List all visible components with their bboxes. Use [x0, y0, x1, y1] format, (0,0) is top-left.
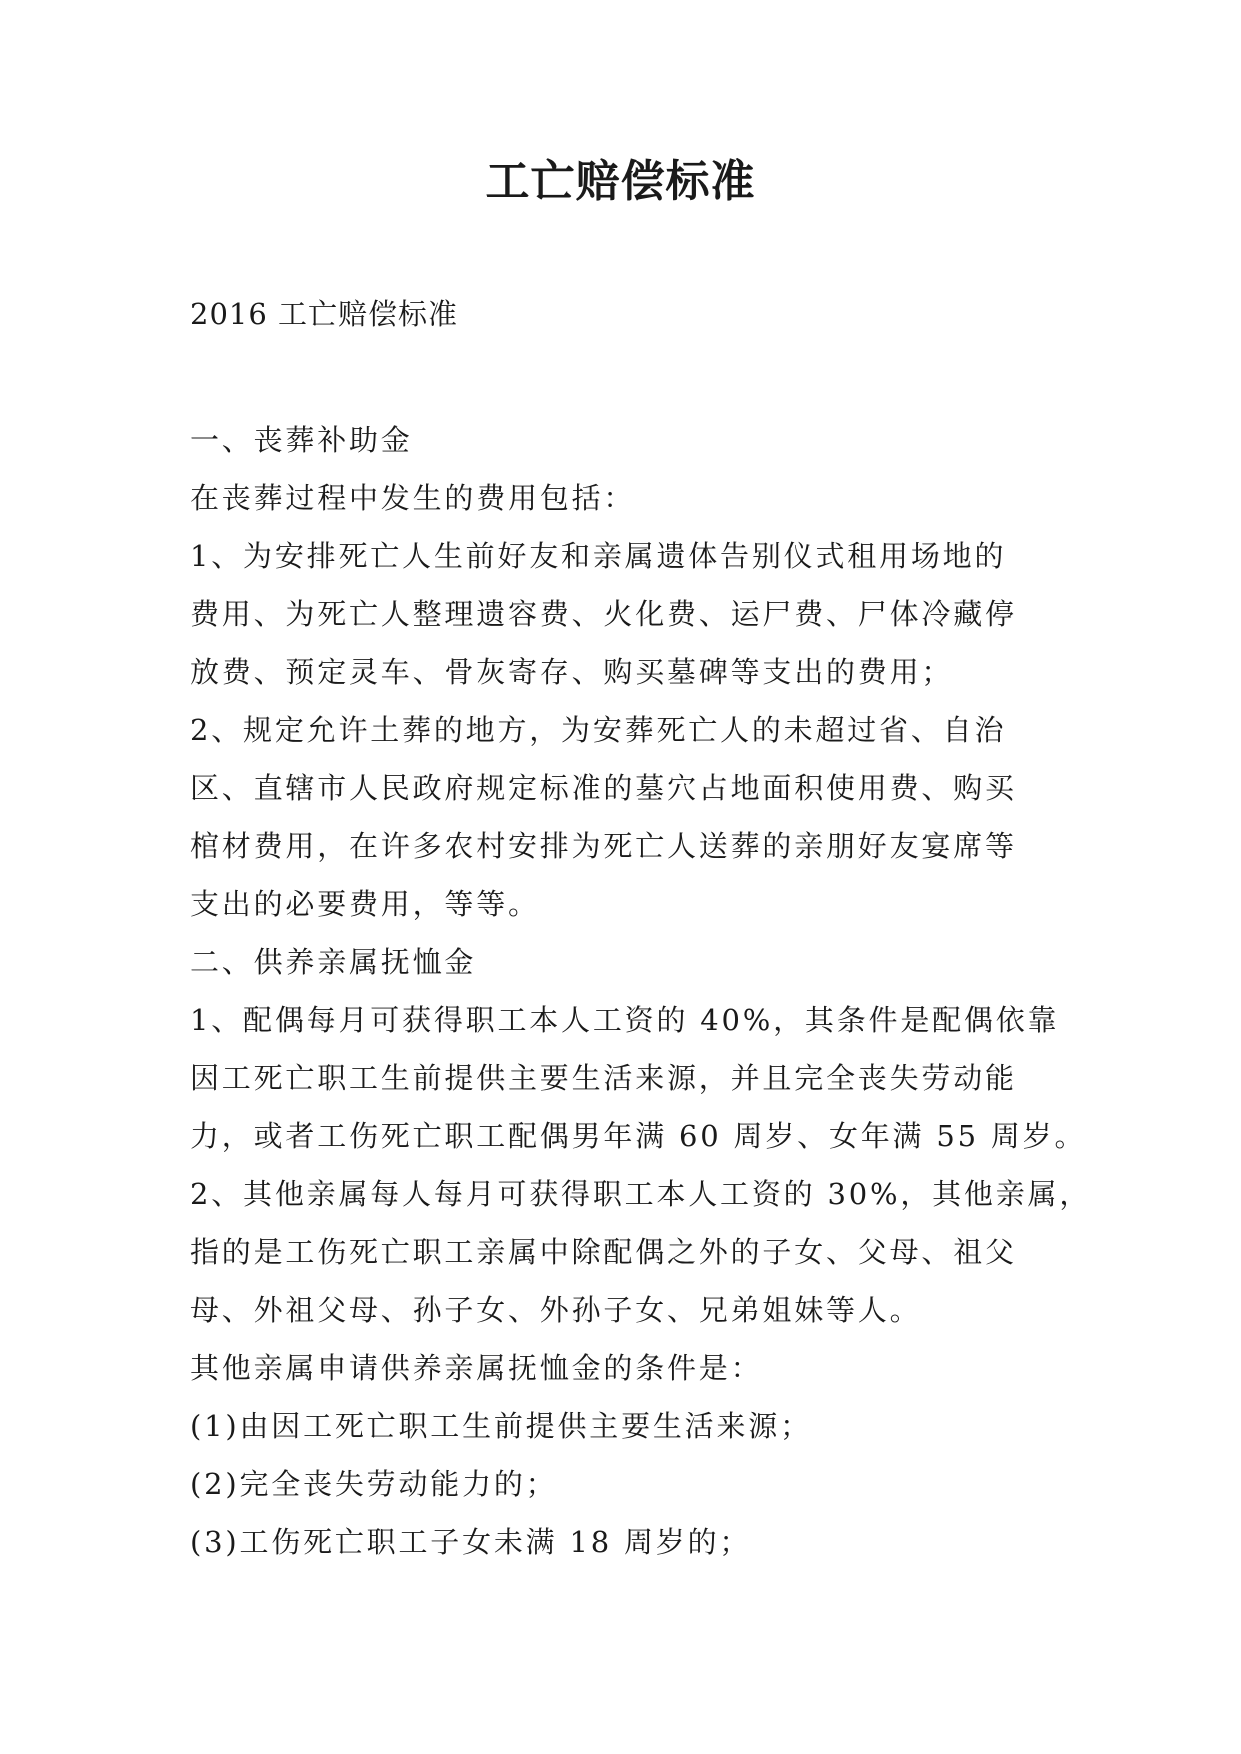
body-line: 其他亲属申请供养亲属抚恤金的条件是： [190, 1351, 763, 1385]
document-body [190, 411, 1092, 1571]
body-line: (1)由因工死亡职工生前提供主要生活来源； [190, 1409, 812, 1443]
body-line: 放费、预定灵车、骨灰寄存、购买墓碑等支出的费用； [190, 655, 954, 689]
body-line: 区、直辖市人民政府规定标准的墓穴占地面积使用费、购买 [190, 771, 1017, 805]
body-line: 因工死亡职工生前提供主要生活来源，并且完全丧失劳动能 [190, 1061, 1017, 1095]
body-line: 2、其他亲属每人每月可获得职工本人工资的 30%，其他亲属， [190, 1177, 1092, 1211]
document-title: 工亡赔偿标准 [485, 156, 756, 207]
body-line: 指的是工伤死亡职工亲属中除配偶之外的子女、父母、祖父 [190, 1235, 1017, 1269]
document-subtitle: 2016 工亡赔偿标准 [190, 297, 459, 331]
body-line: 支出的必要费用，等等。 [190, 887, 540, 921]
body-line: 1、配偶每月可获得职工本人工资的 40%，其条件是配偶依靠 [190, 1003, 1060, 1037]
body-line: 2、规定允许土葬的地方，为安葬死亡人的未超过省、自治 [190, 713, 1007, 747]
body-line: 1、为安排死亡人生前好友和亲属遗体告别仪式租用场地的 [190, 539, 1007, 573]
body-line: 一、丧葬补助金 [190, 423, 413, 457]
body-line: 力，或者工伤死亡职工配偶男年满 60 周岁、女年满 55 周岁。 [190, 1119, 1087, 1153]
body-line: 二、供养亲属抚恤金 [190, 945, 477, 979]
body-line: 在丧葬过程中发生的费用包括： [190, 481, 636, 515]
body-line: (3)工伤死亡职工子女未满 18 周岁的； [190, 1525, 752, 1559]
body-line: 费用、为死亡人整理遗容费、火化费、运尸费、尸体冷藏停 [190, 597, 1017, 631]
body-line: (2)完全丧失劳动能力的； [190, 1467, 558, 1501]
body-line: 母、外祖父母、孙子女、外孙子女、兄弟姐妹等人。 [190, 1293, 922, 1327]
body-line: 棺材费用，在许多农村安排为死亡人送葬的亲朋好友宴席等 [190, 829, 1017, 863]
